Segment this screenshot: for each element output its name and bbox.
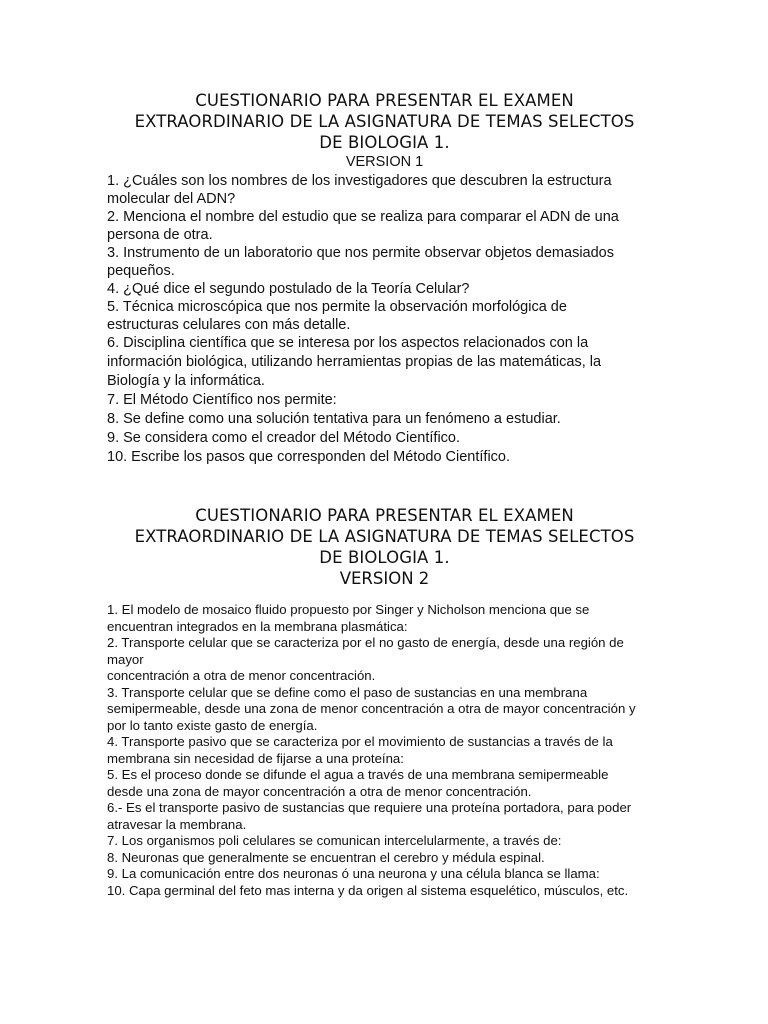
question-item: 9. Se considera como el creador del Método Científico.: [107, 430, 461, 446]
question-item: 3. Instrumento de un laboratorio que nos permite observar objetos demasiados pequeños.: [107, 245, 614, 279]
question-item: 7. El Método Científico nos permite:: [107, 392, 337, 408]
question-item: 8. Neuronas que generalmente se encuentran el cerebro y médula espinal.: [107, 849, 545, 865]
question-item: 6. Disciplina científica que se interesa por los aspectos relacionados con la información biológica, utilizando herramientas propias de las matemáticas, la Biología y la informática.: [107, 335, 602, 389]
question-item: 7. Los organismos poli celulares se comunican intercelularmente, a través de:: [107, 833, 562, 848]
questionnaire-version-1: [107, 90, 662, 467]
title-line-3: DE BIOLOGIA 1.: [319, 133, 450, 152]
question-item: 10. Escribe los pasos que corresponden del Método Científico.: [107, 449, 511, 465]
question-item: 3. Transporte celular que se define como el paso de sustancias en una membrana semipermeable, desde una zona de menor concentración a otra de mayor concentración y por lo tanto existe gasto de energía.: [107, 684, 636, 733]
title-line-2: EXTRAORDINARIO DE LA ASIGNATURA DE TEMAS SELECTOS: [134, 112, 635, 131]
title-line-1: CUESTIONARIO PARA PRESENTAR EL EXAMEN: [195, 506, 574, 525]
question-item: 4. Transporte pasivo que se caracteriza por el movimiento de sustancias a través de la membrana sin necesidad de fijarse a una proteína:: [107, 734, 613, 766]
question-item: 1. El modelo de mosaico fluido propuesto por Singer y Nicholson menciona que se encuentran integrados en la membrana plasmática:: [107, 602, 590, 634]
document-title-v1: [107, 90, 662, 153]
title-line-2: EXTRAORDINARIO DE LA ASIGNATURA DE TEMAS SELECTOS: [134, 527, 635, 546]
question-item: 1. ¿Cuáles son los nombres de los investigadores que descubren la estructura molecular del ADN?: [107, 173, 612, 207]
questionnaire-version-2: [107, 505, 662, 899]
version-label: VERSION 2: [339, 569, 430, 588]
question-item: 2. Menciona el nombre del estudio que se realiza para comparar el ADN de una persona de otra.: [107, 209, 619, 243]
title-line-3: DE BIOLOGIA 1.: [319, 548, 450, 567]
question-list: [107, 602, 662, 899]
question-item: 9. La comunicación entre dos neuronas ó una neurona y una célula blanca se llama:: [107, 866, 600, 881]
question-item: 5. Técnica microscópica que nos permite la observación morfológica de estructuras celulares con más detalle.: [107, 299, 567, 333]
title-line-1: CUESTIONARIO PARA PRESENTAR EL EXAMEN: [195, 91, 574, 110]
question-list: [107, 172, 662, 467]
document-title-v2: [107, 505, 662, 568]
question-item: 2. Transporte celular que se caracteriza por el no gasto de energía, desde una región de mayor concentración a otra de menor concentración.: [107, 635, 624, 683]
question-item: 5. Es el proceso donde se difunde el agua a través de una membrana semipermeable desde una zona de mayor concentración a otra de menor concentración.: [107, 767, 609, 799]
question-item: 8. Se define como una solución tentativa para un fenómeno a estudiar.: [107, 411, 561, 427]
question-item: 10. Capa germinal del feto mas interna y da origen al sistema esquelético, músculos, etc.: [107, 882, 629, 898]
version-label: VERSION 1: [345, 154, 424, 170]
question-item: 4. ¿Qué dice el segundo postulado de la Teoría Celular?: [107, 281, 470, 297]
question-item: 6.- Es el transporte pasivo de sustancias que requiere una proteína portadora, para poder atravesar la membrana.: [107, 800, 632, 832]
